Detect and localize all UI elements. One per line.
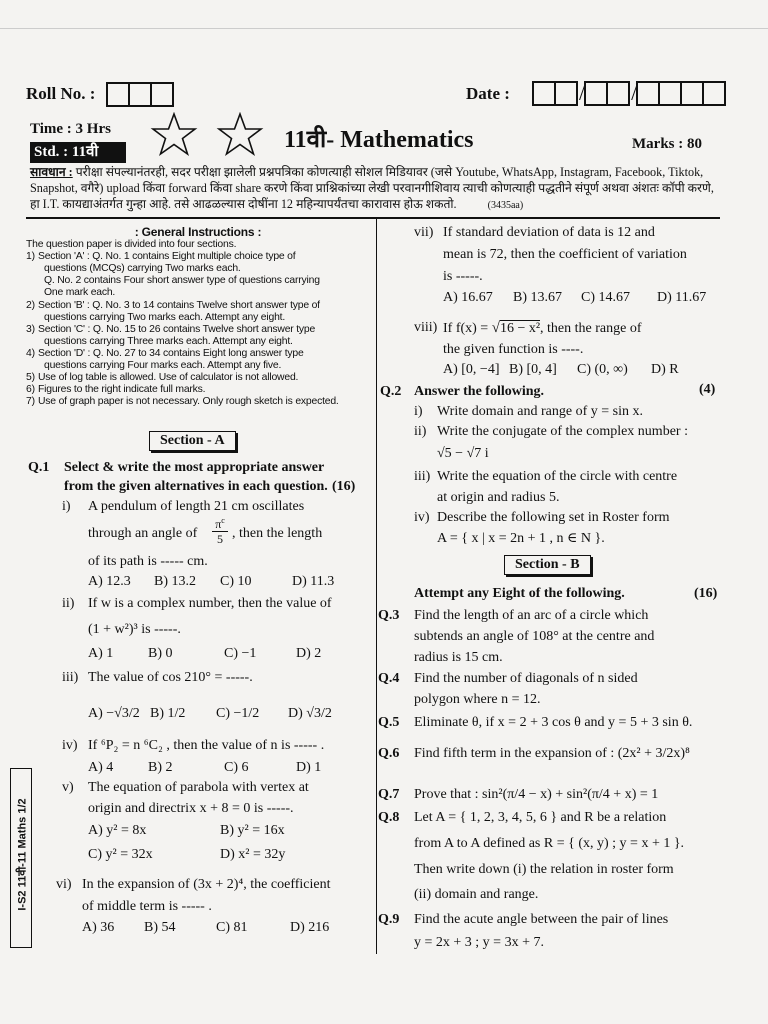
question-text: Let A = { 1, 2, 3, 4, 5, 6 } and R be a relation <box>414 810 667 825</box>
q1-instruction: from the given alternatives in each question. <box>64 479 328 494</box>
date-box <box>702 81 726 106</box>
question-text: subtends an angle of 108° at the centre and <box>414 629 655 644</box>
option: C) −1 <box>224 646 257 661</box>
option: A) 1 <box>88 646 114 661</box>
instructions-title: : General Instructions : <box>134 225 262 239</box>
instruction-line: questions carrying Four marks each. Attempt any five. <box>44 360 282 372</box>
option: B) 13.2 <box>154 574 196 589</box>
mcq-text: the given function is ----. <box>443 342 584 357</box>
option: B) y² = 16x <box>220 823 285 838</box>
paper-code-sideband <box>10 768 32 948</box>
mcq-text: (1 + w²)³ is -----. <box>88 622 181 637</box>
roll-box <box>150 82 174 107</box>
subq-text: √5 − √7 i <box>437 446 489 461</box>
caution-label: सावधान : <box>30 165 73 179</box>
question-text: Then write down (i) the relation in roster form <box>414 862 674 877</box>
caution-notice <box>30 164 720 214</box>
fraction-numerator: π <box>215 517 222 531</box>
mcq-options <box>88 847 285 863</box>
instruction-number: 7) <box>26 396 35 408</box>
roll-number-boxes <box>108 82 174 107</box>
instruction-line: Section 'C' : Q. No. 15 to 26 contains Twelve short answer type <box>38 323 316 335</box>
instruction-line: Figures to the right indicate full marks. <box>38 384 206 396</box>
total-marks: Marks : 80 <box>632 136 702 152</box>
option: C) y² = 32x <box>88 847 153 862</box>
question-number: Q.6 <box>378 746 400 761</box>
instruction-line: Use of graph paper is not necessary. Only rough sketch is expected. <box>38 396 339 408</box>
question-text: (ii) domain and range. <box>414 887 539 902</box>
caution-text: परीक्षा संपल्यानंतरही, सदर परीक्षा झालेली प्रश्नपत्रिका कोणत्याही सोशल मिडियावर (जसे Youtube, WhatsApp, Instagram, Facebook, Tiktok, Snapshot, वगैरे) upload किंवा forward किंवा share करणे किंवा प्राश्निकांच्या लेखी परवानगीशिवाय त्याची कोणत्याही पद्धतीने संपूर्ण अथवा अंशतः कॉपी करणे, हा I.T. कायद्याअंतर्गत गुन्हा आहे. तसे आढळल्यास दोषींना 12 महिन्यापर्यंतचा कारावास होऊ शकतो. <box>30 165 714 211</box>
mcq-text: If standard deviation of data is 12 and <box>443 225 655 240</box>
option: D) R <box>651 362 679 377</box>
mcq-text: If ⁶P₂ = n ⁶C₂ , then the value of n is ----- . <box>88 738 325 753</box>
sideband-text: I-S2 11वी-11 Maths 1/2 <box>16 798 29 911</box>
question-text: radius is 15 cm. <box>414 650 503 665</box>
question-number: Q.2 <box>380 384 402 399</box>
question-number: Q.3 <box>378 608 400 623</box>
option: C) 10 <box>220 574 252 589</box>
option: D) x² = 32y <box>220 847 286 862</box>
mcq-number: iv) <box>62 738 78 753</box>
option: B) 13.67 <box>513 290 562 305</box>
radicand: 16 − x² <box>499 321 541 336</box>
instruction-line: Section 'A' : Q. No. 1 contains Eight multiple choice type of <box>38 251 296 263</box>
mcq-text: origin and directrix x + 8 = 0 is -----. <box>88 801 294 816</box>
date-box <box>606 81 630 106</box>
question-text: y = 2x + 3 ; y = 3x + 7. <box>414 935 544 950</box>
question-number: Q.4 <box>378 671 400 686</box>
subq-text: Write the equation of the circle with centre <box>437 469 678 484</box>
mcq-number: vii) <box>414 225 434 240</box>
mcq-number: vi) <box>56 877 72 892</box>
q1-marks: (16) <box>332 479 356 494</box>
date-box <box>658 81 682 106</box>
option: D) 1 <box>296 760 322 775</box>
mcq-options <box>82 920 329 936</box>
option: D) 216 <box>290 920 330 935</box>
subq-number: iv) <box>414 510 430 525</box>
section-b-label: Section - B <box>504 555 591 575</box>
instruction-line: Section 'B' : Q. No. 3 to 14 contains Twelve short answer type of <box>38 299 320 311</box>
mcq-number: iii) <box>62 670 79 685</box>
question-number: Q.1 <box>28 460 50 475</box>
subq-text: Write the conjugate of the complex number : <box>437 424 688 439</box>
question-number: Q.8 <box>378 810 400 825</box>
option: C) 6 <box>224 760 249 775</box>
option: B) 0 <box>148 646 173 661</box>
q2-instruction: Answer the following. <box>414 384 545 399</box>
option: D) 11.3 <box>292 574 335 589</box>
instruction-line: Use of log table is allowed. Use of calculator is not allowed. <box>38 372 299 384</box>
subq-number: i) <box>414 404 423 419</box>
date-boxes: / / <box>534 80 726 106</box>
mcq-options <box>88 823 285 839</box>
instruction-number: 3) <box>26 323 35 335</box>
option: A) 12.3 <box>88 574 131 589</box>
option: C) 81 <box>216 920 248 935</box>
option: B) 54 <box>144 920 176 935</box>
option: D) √3/2 <box>288 706 332 721</box>
option: D) 2 <box>296 646 322 661</box>
question-text: Find the acute angle between the pair of lines <box>414 912 669 927</box>
mcq-options <box>88 706 332 722</box>
standard-badge: Std. : 11वी <box>30 142 126 163</box>
option: C) (0, ∞) <box>577 362 628 377</box>
subq-text: at origin and radius 5. <box>437 490 560 505</box>
mcq-text: A pendulum of length 21 cm oscillates <box>88 499 305 514</box>
mcq-text <box>443 320 642 337</box>
option: C) 14.67 <box>581 290 630 305</box>
mcq-text: mean is 72, then the coefficient of variation <box>443 247 687 262</box>
option: D) 11.67 <box>657 290 707 305</box>
mcq-text: If w is a complex number, then the value of <box>88 596 332 611</box>
two-stars-icon <box>150 112 270 158</box>
date-box <box>636 81 660 106</box>
mcq-options <box>88 574 334 590</box>
option: B) [0, 4] <box>509 362 557 377</box>
mcq-options <box>443 290 706 306</box>
mcq-text: In the expansion of (3x + 2)⁴, the coefficient <box>82 877 331 892</box>
mcq-number: i) <box>62 499 71 514</box>
mcq-number: v) <box>62 780 74 795</box>
mcq-number: viii) <box>414 320 438 335</box>
date-label: Date : <box>466 84 510 103</box>
option: A) −√3/2 <box>88 706 140 721</box>
question-text: Find fifth term in the expansion of : (2x² + 3/2x)⁸ <box>414 746 690 761</box>
option: A) 16.67 <box>443 290 493 305</box>
page-top-edge <box>0 28 768 29</box>
date-box <box>584 81 608 106</box>
function-def-tail: , then the range of <box>540 321 642 336</box>
column-divider <box>376 219 377 954</box>
question-text: polygon where n = 12. <box>414 692 541 707</box>
paper-code: (3435aa) <box>487 200 524 211</box>
instruction-line: questions (MCQs) carrying Two marks each. <box>44 263 241 275</box>
fraction-denominator: 5 <box>217 532 223 546</box>
roll-box <box>128 82 152 107</box>
radian-mark: c <box>221 516 225 525</box>
option: B) 2 <box>148 760 173 775</box>
question-number: Q.7 <box>378 787 400 802</box>
fraction <box>212 514 228 546</box>
mcq-text: is -----. <box>443 269 483 284</box>
option: B) 1/2 <box>150 706 186 721</box>
sqrt-icon: √ <box>491 320 500 336</box>
date-box <box>532 81 556 106</box>
section-b-marks: (16) <box>694 586 718 601</box>
section-b-instruction: Attempt any Eight of the following. <box>414 586 625 601</box>
question-text: Prove that : sin²(π/4 − x) + sin²(π/4 + x) = 1 <box>414 787 659 802</box>
mcq-options <box>88 646 321 662</box>
option: A) [0, −4] <box>443 362 500 377</box>
option: A) 4 <box>88 760 114 775</box>
instruction-number: 5) <box>26 372 35 384</box>
instruction-line: Q. No. 2 contains Four short answer type of questions carrying <box>44 275 320 287</box>
exam-time: Time : 3 Hrs <box>30 121 111 137</box>
option: A) 36 <box>82 920 115 935</box>
mcq-text: The equation of parabola with vertex at <box>88 780 309 795</box>
instruction-number: 1) <box>26 251 35 263</box>
date-box <box>680 81 704 106</box>
mcq-text: of its path is ----- cm. <box>88 554 208 569</box>
function-def: If f(x) = <box>443 321 492 336</box>
option: A) y² = 8x <box>88 823 147 838</box>
question-text: from A to A defined as R = { (x, y) ; y = x + 1 }. <box>414 836 685 851</box>
date-box <box>554 81 578 106</box>
header-divider <box>26 217 720 219</box>
instruction-number: 4) <box>26 347 35 359</box>
roll-number-label: Roll No. : <box>26 84 96 103</box>
instruction-line: Section 'D' : Q. No. 27 to 34 contains Eight long answer type <box>38 347 304 359</box>
subq-number: iii) <box>414 469 431 484</box>
question-text: Eliminate θ, if x = 2 + 3 cos θ and y = 5 + 3 sin θ. <box>414 715 693 730</box>
mcq-text: The value of cos 210° = -----. <box>88 670 253 685</box>
instruction-line: questions carrying Three marks each. Attempt any eight. <box>44 335 293 347</box>
section-a-label: Section - A <box>149 431 236 451</box>
instructions-intro: The question paper is divided into four sections. <box>26 239 237 251</box>
question-text: Find the length of an arc of a circle which <box>414 608 649 623</box>
general-instructions <box>26 226 370 408</box>
question-number: Q.5 <box>378 715 400 730</box>
instruction-line: questions carrying Two marks each. Attempt any eight. <box>44 311 286 323</box>
q1-instruction: Select & write the most appropriate answer <box>64 460 325 475</box>
instruction-number: 2) <box>26 299 35 311</box>
instruction-number: 6) <box>26 384 35 396</box>
question-text: Find the number of diagonals of n sided <box>414 671 638 686</box>
paper-title: 11वी- Mathematics <box>284 127 474 153</box>
subq-text: Write domain and range of y = sin x. <box>437 404 644 419</box>
mcq-options <box>88 760 321 776</box>
mcq-text: , then the length <box>232 526 323 541</box>
subq-text: A = { x | x = 2n + 1 , n ∈ N }. <box>437 531 605 546</box>
q2-marks: (4) <box>699 382 716 397</box>
option: C) −1/2 <box>216 706 260 721</box>
subq-text: Describe the following set in Roster form <box>437 510 670 525</box>
mcq-number: ii) <box>62 596 75 611</box>
mcq-options <box>443 362 679 378</box>
roll-box <box>106 82 130 107</box>
subq-number: ii) <box>414 424 427 439</box>
mcq-text: of middle term is ----- . <box>82 899 212 914</box>
question-number: Q.9 <box>378 912 400 927</box>
instruction-line: One mark each. <box>44 287 116 299</box>
mcq-text: through an angle of <box>88 526 198 541</box>
